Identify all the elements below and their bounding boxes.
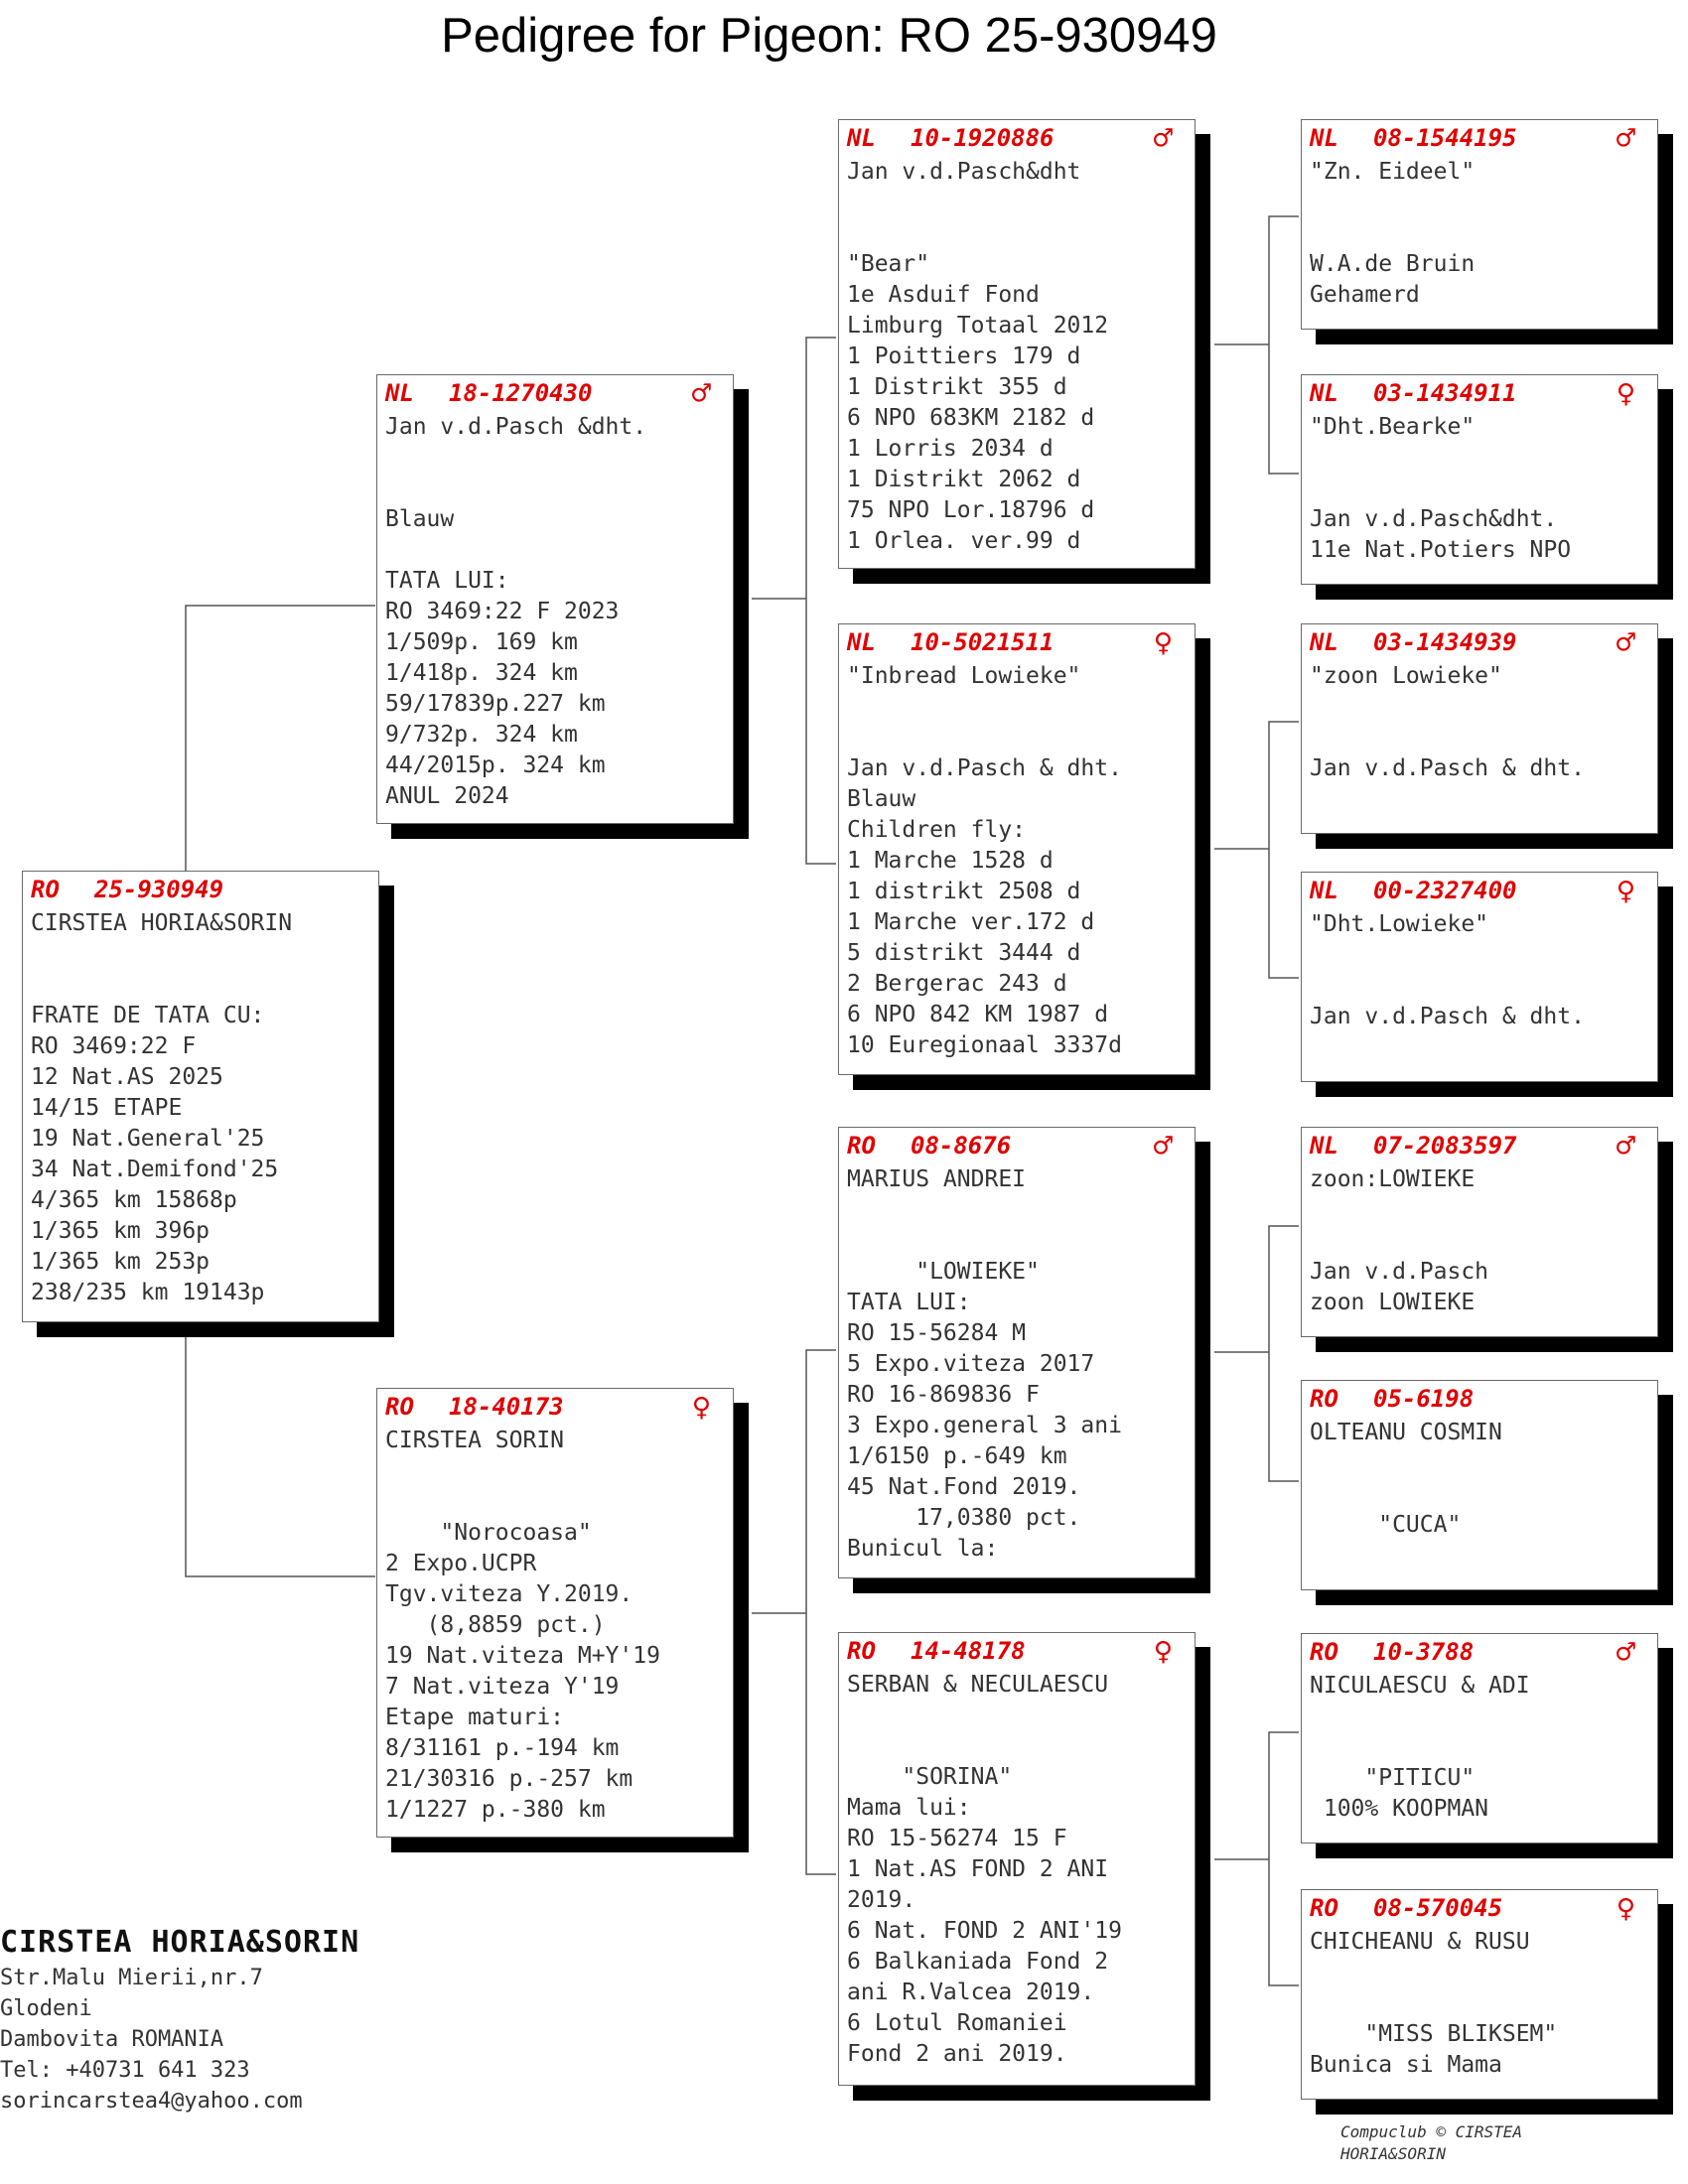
card-line: 1 Distrikt 355 d [847,374,1067,400]
sex-icon: ♀ [1616,374,1635,412]
card-line: OLTEANU COSMIN [1310,1420,1502,1445]
card-line: CIRSTEA HORIA&SORIN [31,910,293,936]
card-line: Mama lui: [847,1795,971,1821]
ring-number: 10-5021511 [911,628,1055,656]
breeder-address-line: Glodeni [0,1996,92,2021]
ring-number: 07-2083597 [1373,1132,1517,1160]
card-line [385,474,733,504]
card-line: "Dht.Lowieke" [1310,911,1489,937]
card-line [1310,1988,1657,2019]
breeder-email: sorincarstea4@yahoo.com [0,2089,303,2114]
card-line: CHICHEANU & RUSU [1310,1929,1530,1955]
card-line: 6 NPO 683KM 2182 d [847,405,1095,431]
card-line: 12 Nat.AS 2025 [31,1064,223,1090]
card-line [1310,474,1657,504]
card-line: Jan v.d.Pasch [1310,1259,1489,1285]
card-line: "zoon Lowieke" [1310,663,1502,689]
card-line: "SORINA" [847,1764,1013,1790]
card-line: 4/365 km 15868p [31,1187,237,1213]
ring-number: 08-570045 [1373,1894,1503,1922]
card-line: 2 Expo.UCPR [385,1551,537,1576]
card-line: "Zn. Eideel" [1310,159,1476,185]
card-line: 2 Bergerac 243 d [847,971,1067,997]
card-line: NICULAESCU & ADI [1310,1673,1530,1699]
country-code: RO [31,876,60,903]
card-line [1310,1448,1657,1479]
pigeon-card-dam-dam [838,1632,1196,2086]
country-code: RO [1310,1894,1338,1922]
card-line: ANUL 2024 [385,783,509,809]
country-code: NL [847,124,876,152]
ring-number: 10-3788 [1373,1638,1475,1666]
country-code: RO [847,1637,876,1665]
card-line: "CUCA" [1310,1512,1462,1538]
pigeon-card-ggp-3 [1301,623,1658,834]
pigeon-card-subject [22,871,379,1322]
card-line [1310,1479,1657,1510]
card-line: Blauw [847,786,916,812]
card-line: 75 NPO Lor.18796 d [847,497,1095,523]
card-line: zoon:LOWIEKE [1310,1166,1476,1192]
card-line: "Inbread Lowieke" [847,663,1081,689]
card-line: Etape maturi: [385,1705,565,1730]
card-line [1310,1958,1657,1988]
country-code: NL [1310,628,1338,656]
card-line: 1/1227 p.-380 km [385,1797,606,1823]
card-line: Blauw [385,506,455,532]
card-line: Bunica si Mama [1310,2052,1502,2078]
sex-icon: ♂ [1616,623,1635,661]
card-line: Jan v.d.Pasch&dht. [1310,506,1558,532]
country-code: NL [1310,379,1338,407]
card-line: 8/31161 p.-194 km [385,1735,620,1761]
pigeon-card-ggp-8 [1301,1889,1658,2100]
footer-line: HORIA&SORIN [1340,2144,1446,2163]
card-line: 17,0380 pct. [847,1505,1081,1531]
card-line: Gehamerd [1310,282,1420,308]
card-line [847,188,1195,218]
pigeon-card-ggp-7 [1301,1633,1658,1843]
card-line: Children fly: [847,817,1027,843]
ring-number: 10-1920886 [911,124,1055,152]
ring-number: 25-930949 [94,876,224,903]
card-line: 45 Nat.Fond 2019. [847,1474,1081,1500]
breeder-phone: Tel: +40731 641 323 [0,2058,250,2083]
card-line: CIRSTEA SORIN [385,1428,565,1453]
card-line: FRATE DE TATA CU: [31,1003,265,1028]
card-line [1310,443,1657,474]
card-line: 1/365 km 396p [31,1218,211,1244]
card-line: SERBAN & NECULAESCU [847,1672,1109,1698]
card-line: 19 Nat.General'25 [31,1126,265,1152]
card-line [1310,692,1657,723]
card-line: 1 Orlea. ver.99 d [847,528,1081,554]
card-line: 1e Asduif Fond [847,282,1040,308]
card-line: "Norocoasa" [385,1520,592,1546]
card-line: 238/235 km 19143p [31,1280,265,1305]
card-line [847,1195,1195,1226]
card-line: Jan v.d.Pasch &dht. [385,414,647,440]
card-line [1310,940,1657,971]
pigeon-card-ggp-2 [1301,374,1658,585]
card-line: (8,8859 pct.) [385,1612,606,1638]
card-line [385,443,733,474]
card-line: 1 distrikt 2508 d [847,879,1081,904]
card-line: RO 3469:22 F 2023 [385,599,620,624]
breeder-address-line: Str.Malu Mierii,nr.7 [0,1966,263,1990]
card-line [385,1456,733,1487]
sex-icon: ♀ [1153,1632,1173,1670]
sex-icon: ♀ [691,1388,711,1426]
card-line: "LOWIEKE" [847,1259,1040,1285]
pigeon-card-ggp-5 [1301,1127,1658,1337]
card-line [1310,1032,1657,1063]
card-line: Tgv.viteza Y.2019. [385,1581,633,1607]
card-line: "MISS BLIKSEM" [1310,2021,1558,2047]
card-line: 19 Nat.viteza M+Y'19 [385,1643,660,1669]
sex-icon: ♀ [1153,623,1173,661]
ring-number: 00-2327400 [1373,877,1517,904]
card-line: 5 distrikt 3444 d [847,940,1081,966]
card-line: Jan v.d.Pasch & dht. [1310,1004,1585,1029]
card-line: 1 Marche 1528 d [847,848,1054,874]
card-line: 59/17839p.227 km [385,691,606,717]
card-line: RO 16-869836 F [847,1382,1040,1408]
card-line: 11e Nat.Potiers NPO [1310,537,1572,563]
breeder-name: CIRSTEA HORIA&SORIN [0,1925,360,1960]
copyright-footer [1340,2121,1522,2165]
card-line [1310,1702,1657,1732]
card-line: 100% KOOPMAN [1310,1796,1489,1822]
card-line [1310,971,1657,1002]
ring-number: 03-1434939 [1373,628,1517,656]
card-line: ani R.Valcea 2019. [847,1979,1095,2005]
card-line: RO 15-56284 M [847,1320,1027,1346]
ring-number: 03-1434911 [1373,379,1517,407]
card-line: "Bear" [847,251,930,277]
card-line: RO 15-56274 15 F [847,1826,1067,1851]
sex-icon: ♂ [1616,1633,1635,1671]
card-line [385,1487,733,1518]
card-line [847,1701,1195,1731]
card-line [31,939,378,970]
card-line: "Dht.Bearke" [1310,414,1476,440]
card-line: W.A.de Bruin [1310,251,1476,277]
pigeon-card-dam [376,1388,734,1838]
country-code: NL [1310,1132,1338,1160]
card-line [1310,1226,1657,1257]
card-line: 6 Balkaniada Fond 2 [847,1949,1109,1975]
card-line: 7 Nat.viteza Y'19 [385,1674,620,1700]
card-line: Jan v.d.Pasch & dht. [1310,755,1585,781]
card-line [1310,218,1657,249]
card-line: 1 Poittiers 179 d [847,343,1081,369]
card-line [847,723,1195,753]
pigeon-card-ggp-6 [1301,1380,1658,1590]
ring-number: 08-1544195 [1373,124,1517,152]
card-line: 44/2015p. 324 km [385,752,606,778]
card-line [847,218,1195,249]
sex-icon: ♂ [1153,119,1173,157]
card-line: 1 Marche ver.172 d [847,909,1095,935]
card-line: 9/732p. 324 km [385,722,578,748]
card-line [847,1226,1195,1257]
pigeon-card-sire-sire [838,119,1196,569]
card-line [1310,784,1657,815]
country-code: RO [847,1132,876,1160]
sex-icon: ♂ [1616,1127,1635,1164]
card-line [1310,1541,1657,1571]
card-line: Fond 2 ani 2019. [847,2041,1067,2067]
card-line: 6 Lotul Romaniei [847,2010,1067,2036]
card-line: 2019. [847,1887,916,1913]
card-line [31,970,378,1001]
pigeon-card-ggp-4 [1301,872,1658,1082]
ring-number: 05-6198 [1373,1385,1475,1413]
ring-number: 14-48178 [911,1637,1026,1665]
ring-number: 18-40173 [449,1393,564,1421]
card-line: 14/15 ETAPE [31,1095,183,1121]
country-code: NL [1310,124,1338,152]
country-code: RO [1310,1385,1338,1413]
country-code: RO [385,1393,414,1421]
card-line: Jan v.d.Pasch&dht [847,159,1081,185]
card-line: 3 Expo.general 3 ani [847,1413,1122,1438]
country-code: NL [385,379,414,407]
pigeon-card-sire-dam [838,623,1196,1075]
ring-number: 08-8676 [911,1132,1012,1160]
card-line: 6 NPO 842 KM 1987 d [847,1002,1109,1027]
card-line: 1/365 km 253p [31,1249,211,1275]
card-line: MARIUS ANDREI [847,1166,1027,1192]
page-title: Pedigree for Pigeon: RO 25-930949 [441,9,1217,63]
card-line: TATA LUI: [847,1290,971,1315]
footer-line: Compuclub © CIRSTEA [1340,2122,1523,2141]
card-line: 1/418p. 324 km [385,660,578,686]
sex-icon: ♂ [1153,1127,1173,1164]
card-line [847,1731,1195,1762]
pigeon-card-sire [376,374,734,824]
breeder-contact [0,1923,359,2116]
card-line: 10 Euregionaal 3337d [847,1032,1122,1058]
card-line: 1/6150 p.-649 km [847,1443,1067,1469]
country-code: NL [847,628,876,656]
breeder-address-line: Dambovita ROMANIA [0,2027,224,2052]
card-line: 1 Nat.AS FOND 2 ANI [847,1856,1109,1882]
card-line: 1 Distrikt 2062 d [847,467,1081,492]
card-line: 1 Lorris 2034 d [847,436,1054,462]
card-line: 1/509p. 169 km [385,629,578,655]
card-line: Limburg Totaal 2012 [847,313,1109,339]
card-line [1310,723,1657,753]
card-line: TATA LUI: [385,568,509,594]
sex-icon: ♀ [1616,872,1635,909]
card-line [847,692,1195,723]
card-line: zoon LOWIEKE [1310,1290,1476,1315]
card-line: Bunicul la: [847,1536,999,1562]
card-line [1310,1195,1657,1226]
pigeon-card-ggp-1 [1301,119,1658,330]
sex-icon: ♂ [691,374,711,412]
card-line: 5 Expo.viteza 2017 [847,1351,1095,1377]
card-line: 34 Nat.Demifond'25 [31,1157,279,1182]
card-line [1310,188,1657,218]
card-line: 6 Nat. FOND 2 ANI'19 [847,1918,1122,1944]
card-line: RO 3469:22 F [31,1033,197,1059]
card-line: "PITICU" [1310,1765,1476,1791]
ring-number: 18-1270430 [449,379,593,407]
sex-icon: ♂ [1616,119,1635,157]
card-line: Jan v.d.Pasch & dht. [847,755,1122,781]
pigeon-card-dam-sire [838,1127,1196,1578]
card-line [385,535,733,566]
sex-icon: ♀ [1616,1889,1635,1927]
card-line: 21/30316 p.-257 km [385,1766,633,1792]
country-code: NL [1310,877,1338,904]
country-code: RO [1310,1638,1338,1666]
card-line [1310,1732,1657,1763]
